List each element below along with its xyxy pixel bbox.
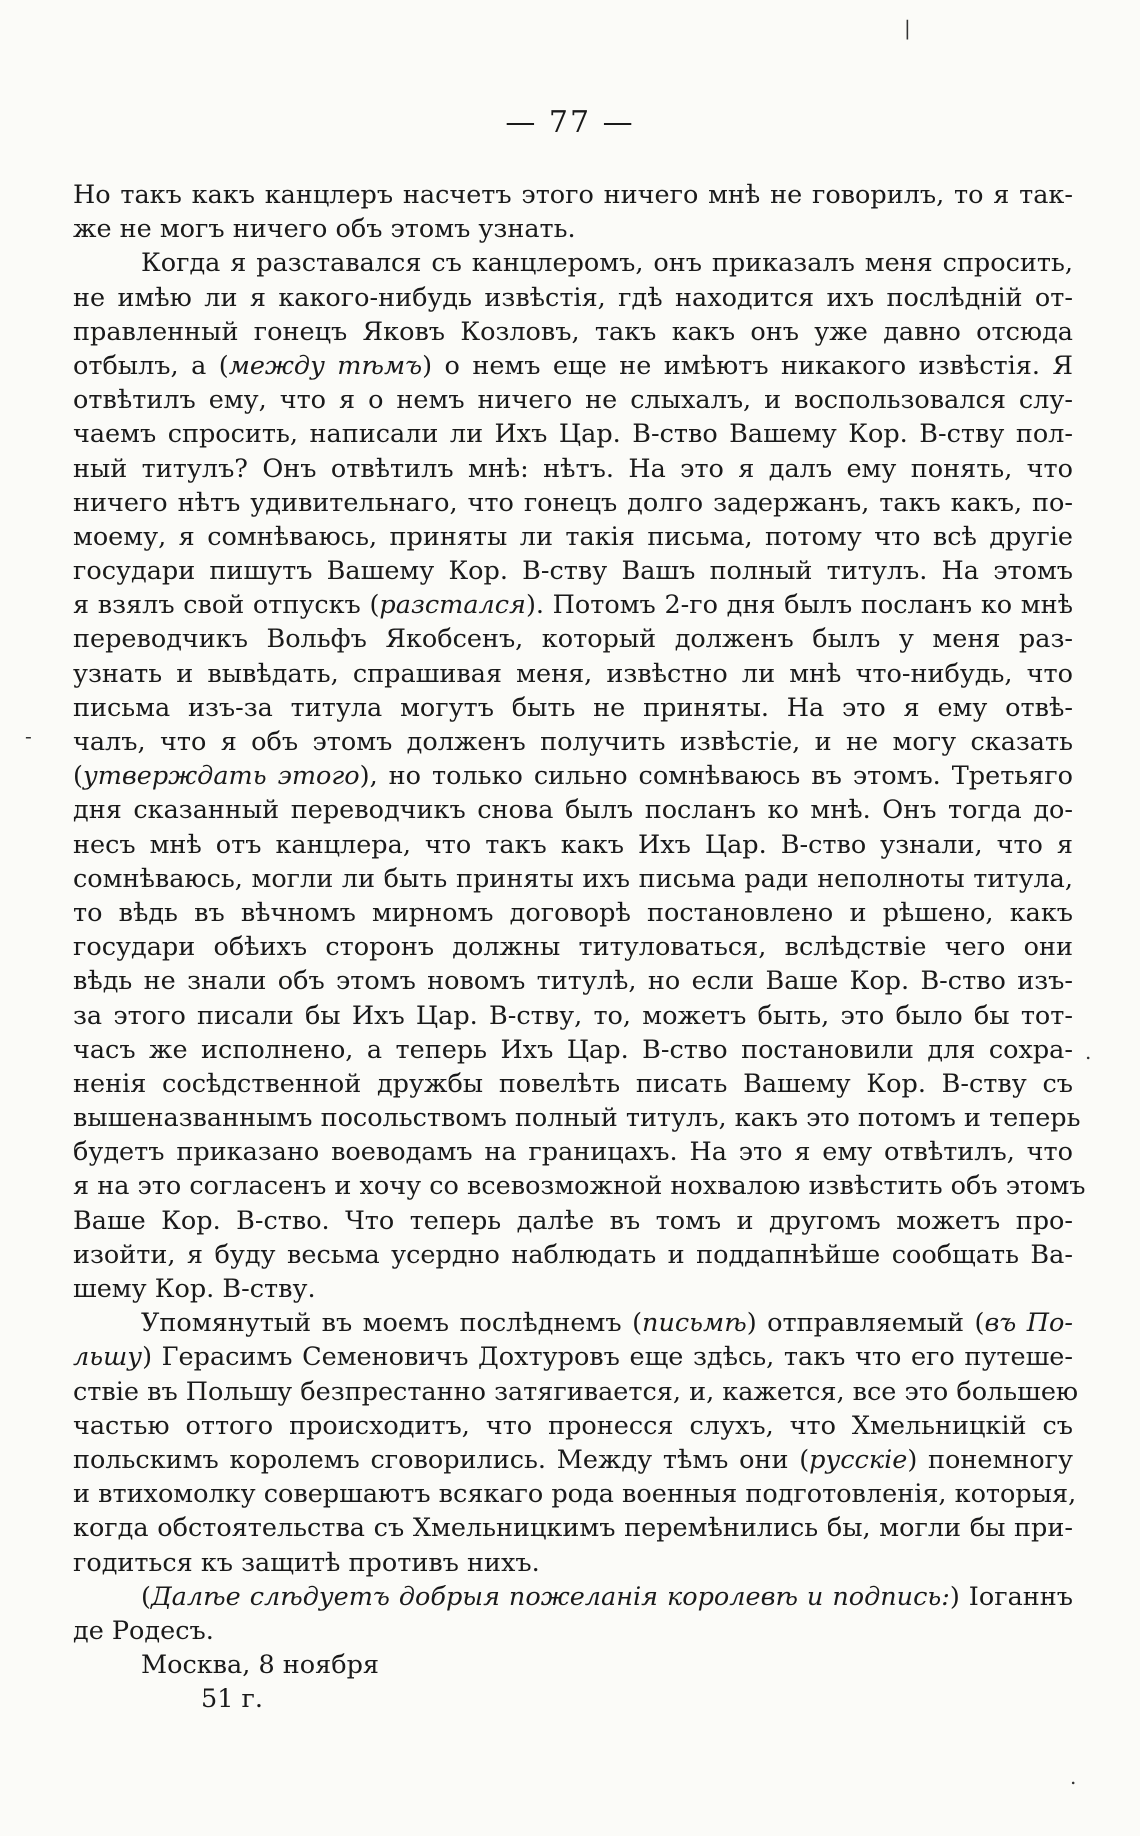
text-segment: ный титулъ? Онъ отвѣтилъ мнѣ: нѣтъ. На это я далъ ему понять, что bbox=[73, 453, 1073, 484]
text-line bbox=[73, 1648, 1073, 1682]
text-segment: частью оттого происходитъ, что пронесся слухъ, что Хмельницкій съ bbox=[73, 1410, 1073, 1441]
text-segment: ), но только сильно сомнѣваюсь въ этомъ. Третьяго bbox=[359, 761, 1073, 792]
text-segment: ). Потомъ 2-го дня былъ посланъ ко мнѣ bbox=[525, 590, 1074, 621]
text-segment: то вѣдь въ вѣчномъ мирномъ договорѣ постановлено и рѣшено, какъ bbox=[73, 897, 1073, 928]
text-segment: государи пишутъ Вашему Кор. В-ству Вашъ полный титулъ. На этомъ bbox=[73, 556, 1073, 587]
text-segment: узнать и вывѣдать, спрашивая меня, извѣстно ли мнѣ что-нибудь, что bbox=[73, 658, 1073, 689]
text-segment: шему Кор. В-ству. bbox=[73, 1274, 316, 1304]
text-line bbox=[73, 349, 1073, 383]
text-line bbox=[73, 964, 1073, 998]
scan-mark: | bbox=[904, 16, 911, 40]
text-line bbox=[73, 281, 1073, 315]
text-line bbox=[73, 725, 1073, 759]
text-line bbox=[73, 417, 1073, 451]
text-segment: правленный гонецъ Яковъ Козловъ, такъ какъ онъ уже давно отсюда bbox=[73, 316, 1073, 347]
text-line bbox=[73, 1067, 1073, 1101]
body-text bbox=[73, 178, 1086, 1716]
text-line bbox=[73, 1135, 1073, 1169]
text-line bbox=[73, 178, 1073, 212]
text-line bbox=[73, 622, 1073, 656]
text-line bbox=[73, 1375, 1079, 1409]
text-segment: годиться къ защитѣ противъ нихъ. bbox=[73, 1547, 540, 1578]
text-segment: де Родесъ. bbox=[73, 1615, 214, 1646]
text-segment: вышеназваннымъ посольствомъ полный титулъ, какъ это потомъ и теперь bbox=[73, 1103, 1081, 1134]
text-line bbox=[73, 246, 1073, 280]
text-segment: ) Герасимъ Семеновичъ Дохтуровъ еще здѣсь, такъ что его путеше- bbox=[142, 1342, 1073, 1373]
text-line bbox=[73, 793, 1073, 827]
italic-segment: утверждать этого bbox=[82, 761, 360, 792]
text-line bbox=[73, 1546, 1073, 1580]
text-line bbox=[73, 896, 1073, 930]
text-segment: ) понемногу bbox=[907, 1444, 1073, 1475]
text-segment: и втихомолку совершаютъ всякаго рода военныя подготовленія, которыя, bbox=[73, 1479, 1077, 1510]
text-line bbox=[73, 1511, 1073, 1545]
text-segment: дня сказанный переводчикъ снова былъ посланъ ко мнѣ. Онъ тогда до- bbox=[73, 795, 1073, 826]
italic-segment: письмѣ bbox=[642, 1308, 747, 1339]
text-segment: изойти, я буду весьма усердно наблюдать и поддапнѣйше сообщать Ва- bbox=[73, 1239, 1073, 1270]
text-line bbox=[73, 1204, 1073, 1238]
text-segment: ) Іоганнъ bbox=[949, 1581, 1074, 1612]
text-segment: сомнѣваюсь, могли ли быть приняты ихъ письма ради неполноты титула, bbox=[73, 863, 1073, 894]
text-line bbox=[73, 452, 1073, 486]
text-segment: чалъ, что я объ этомъ долженъ получить извѣстіе, и не могу сказать bbox=[73, 727, 1073, 757]
text-line bbox=[73, 588, 1073, 622]
text-segment: вѣдь не знали объ этомъ новомъ титулѣ, но если Ваше Кор. В-ство изъ- bbox=[73, 966, 1073, 997]
text-segment: переводчикъ Вольфъ Якобсенъ, который долженъ былъ у меня раз- bbox=[73, 624, 1073, 655]
text-segment: ( bbox=[141, 1581, 151, 1612]
text-segment: ствіе въ Польшу безпрестанно затягивается, и, кажется, все это большею bbox=[73, 1376, 1079, 1407]
text-line bbox=[73, 212, 1073, 246]
text-line bbox=[73, 930, 1073, 964]
text-line bbox=[73, 1101, 1081, 1135]
text-segment: я на это согласенъ и хочу со всевозможной нохвалою извѣстить объ этомъ bbox=[73, 1171, 1086, 1202]
text-line bbox=[73, 1477, 1077, 1511]
text-line bbox=[73, 759, 1073, 793]
text-line bbox=[73, 999, 1073, 1033]
text-line bbox=[73, 1306, 1073, 1340]
text-segment: за этого писали бы Ихъ Цар. В-ству, то, можетъ быть, это было бы тот- bbox=[73, 1000, 1073, 1031]
text-segment: несъ мнѣ отъ канцлера, что такъ какъ Ихъ Цар. В-ство узнали, что я bbox=[73, 829, 1073, 860]
italic-segment: между тѣмъ bbox=[228, 350, 423, 381]
text-line bbox=[73, 1238, 1073, 1272]
italic-segment: льшу bbox=[73, 1342, 143, 1373]
italic-segment: въ По- bbox=[984, 1308, 1074, 1339]
text-segment: Ваше Кор. В-ство. Что теперь далѣе въ томъ и другомъ можетъ про- bbox=[73, 1205, 1073, 1236]
text-line bbox=[73, 1340, 1073, 1374]
text-segment: часъ же исполнено, а теперь Ихъ Цар. В-ство постановили для сохра- bbox=[73, 1034, 1073, 1065]
text-line bbox=[73, 1682, 1073, 1716]
text-segment: отвѣтилъ ему, что я о немъ ничего не слыхалъ, и воспользовался слу- bbox=[73, 385, 1073, 416]
text-segment: чаемъ спросить, написали ли Ихъ Цар. В-ство Вашему Кор. В-ству пол- bbox=[73, 419, 1073, 450]
text-line bbox=[73, 315, 1073, 349]
scan-mark: - bbox=[25, 724, 32, 748]
scan-mark: . bbox=[1070, 1765, 1077, 1789]
text-segment: будетъ приказано воеводамъ на границахъ. На это я ему отвѣтилъ, что bbox=[73, 1137, 1073, 1168]
text-line bbox=[73, 862, 1073, 896]
text-segment: моему, я сомнѣваюсь, приняты ли такія письма, потому что всѣ другіе bbox=[73, 521, 1073, 552]
page-number: — 77 — bbox=[505, 105, 635, 140]
text-line bbox=[73, 657, 1073, 691]
text-segment: Но такъ какъ канцлеръ насчетъ этого ничего мнѣ не говорилъ, то я так- bbox=[73, 180, 1073, 210]
italic-segment: Далѣе слѣдуетъ добрыя пожеланія королевѣ и подпись: bbox=[150, 1581, 950, 1612]
text-line bbox=[73, 1614, 1073, 1648]
text-segment: ненія сосѣдственной дружбы повелѣть писать Вашему Кор. В-ству съ bbox=[73, 1068, 1073, 1099]
text-line bbox=[73, 691, 1073, 725]
text-segment: ) отправляемый ( bbox=[746, 1308, 985, 1339]
text-segment: не имѣю ли я какого-нибудь извѣстія, гдѣ находится ихъ послѣдній от- bbox=[73, 282, 1073, 313]
scan-mark: . bbox=[1085, 1040, 1092, 1064]
text-line bbox=[73, 1409, 1073, 1443]
text-line bbox=[73, 554, 1073, 588]
italic-segment: разстался bbox=[379, 590, 526, 621]
text-segment: Упомянутый въ моемъ послѣднемъ ( bbox=[141, 1308, 643, 1339]
italic-segment: русскіе bbox=[809, 1444, 908, 1475]
text-line bbox=[73, 828, 1073, 862]
text-line bbox=[73, 1033, 1073, 1067]
text-segment: когда обстоятельства съ Хмельницкимъ перемѣнились бы, могли бы при- bbox=[73, 1513, 1073, 1544]
text-line bbox=[73, 1169, 1086, 1203]
text-segment: Москва, 8 ноября bbox=[141, 1650, 379, 1681]
text-line bbox=[73, 520, 1073, 554]
text-line bbox=[73, 486, 1073, 520]
text-segment: Когда я разставался съ канцлеромъ, онъ приказалъ меня спросить, bbox=[141, 248, 1073, 279]
text-line bbox=[73, 1272, 1073, 1306]
text-line bbox=[73, 383, 1073, 417]
text-segment: же не могъ ничего объ этомъ узнать. bbox=[73, 214, 576, 245]
text-line bbox=[73, 1443, 1073, 1477]
text-segment: отбылъ, а ( bbox=[73, 350, 229, 381]
text-segment: письма изъ-за титула могутъ быть не приняты. На это я ему отвѣ- bbox=[73, 692, 1073, 723]
text-segment: ничего нѣтъ удивительнаго, что гонецъ долго задержанъ, такъ какъ, по- bbox=[73, 487, 1073, 518]
text-segment: 51 г. bbox=[201, 1684, 264, 1715]
text-segment: ) о немъ еще не имѣютъ никакого извѣстія. Я bbox=[422, 350, 1073, 381]
text-segment: государи обѣихъ сторонъ должны титуловаться, вслѣдствіе чего они bbox=[73, 932, 1073, 963]
text-segment: ( bbox=[73, 761, 83, 792]
text-line bbox=[73, 1580, 1073, 1614]
text-segment: польскимъ королемъ сговорились. Между тѣмъ они ( bbox=[73, 1444, 810, 1475]
text-segment: я взялъ свой отпускъ ( bbox=[73, 590, 380, 621]
